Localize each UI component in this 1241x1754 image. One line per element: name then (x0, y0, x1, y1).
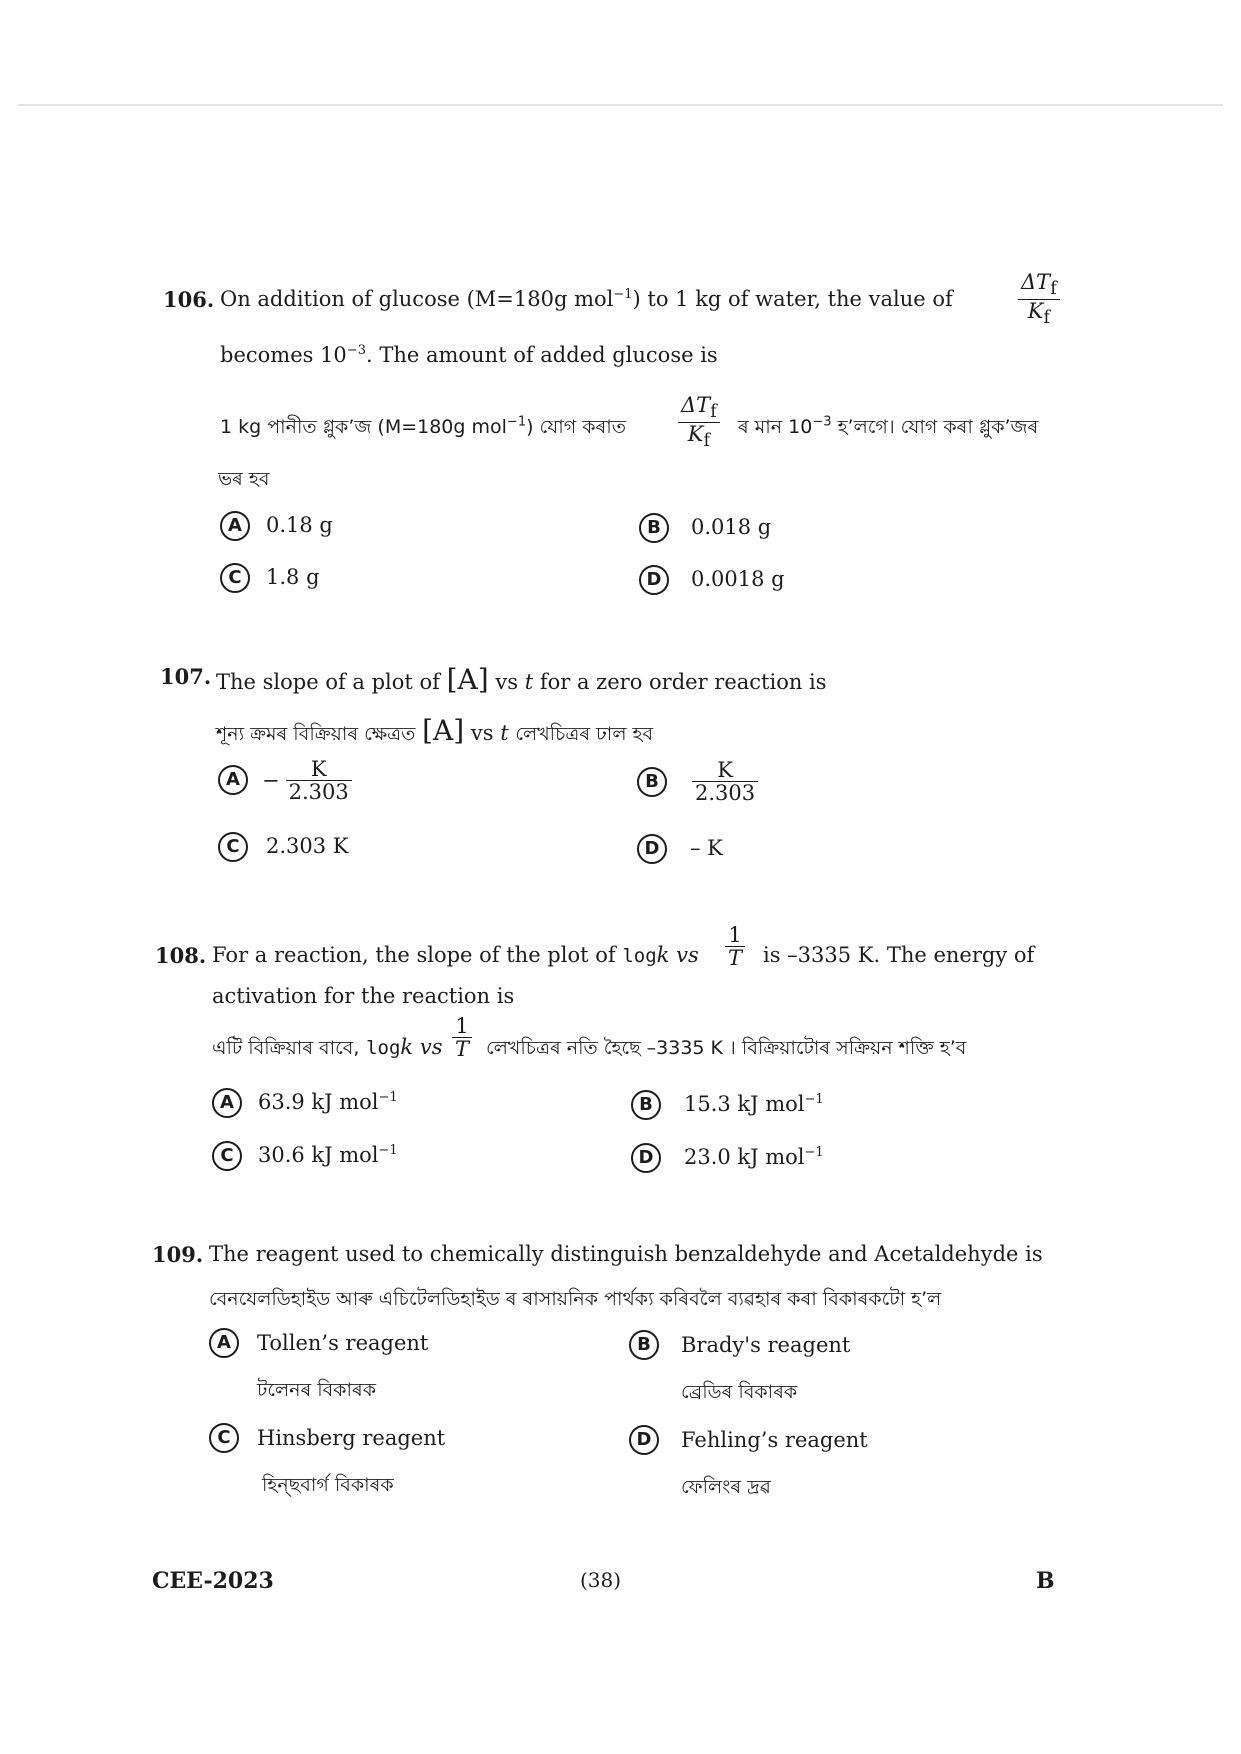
option-a-marker[interactable]: A (212, 1088, 242, 1118)
question-number: 107. (160, 664, 212, 689)
option-a-text: − $\frac{K}{2.303}$ (262, 758, 358, 803)
option-d-marker[interactable]: D (637, 834, 667, 864)
option-b-text: 0.018 g (691, 515, 772, 539)
option-d-text: 23.0 kJ mol$^{-1}$ (684, 1145, 824, 1169)
option-a-text: Tollen’s reagent (257, 1331, 429, 1355)
question-text-as: 1 kg পানীত গ্লুক’জ (M=180g mol$^{-1}$) যোগ কৰাত (220, 414, 626, 438)
option-c-marker[interactable]: C (212, 1141, 242, 1171)
option-c-text-as: হিন্‌ছবাৰ্গ বিকাৰক (262, 1474, 394, 1496)
option-b-text: 15.3 kJ mol$^{-1}$ (684, 1092, 824, 1116)
top-rule (18, 104, 1223, 106)
option-b-marker[interactable]: B (629, 1330, 659, 1360)
option-c-text: Hinsberg reagent (257, 1426, 446, 1450)
question-number: 109. (152, 1242, 204, 1267)
option-a-marker[interactable]: A (218, 765, 248, 795)
fraction-delta-tf-over-kf: $\frac{\Delta T_f}{K_f}$ (1018, 271, 1060, 327)
fraction-one-over-t: $\frac{1}{T}$ (725, 924, 745, 969)
option-c-text: 2.303 K (266, 834, 349, 858)
booklet-set: B (1036, 1568, 1055, 1594)
option-c-text: 1.8 g (266, 565, 320, 589)
question-text-en: The slope of a plot of [A] vs t for a zero order reaction is (216, 663, 827, 696)
option-a-marker[interactable]: A (209, 1328, 239, 1358)
option-d-text: – K (690, 836, 723, 860)
option-d-marker[interactable]: D (631, 1143, 661, 1173)
option-a-text: 63.9 kJ mol$^{-1}$ (258, 1090, 398, 1114)
option-d-text: Fehling’s reagent (681, 1428, 868, 1452)
question-text-as: এটি বিক্ৰিয়াৰ বাবে, logk vs (212, 1035, 443, 1059)
option-d-text: 0.0018 g (691, 567, 785, 591)
option-d-marker[interactable]: D (629, 1425, 659, 1455)
question-text-en: On addition of glucose (M=180g mol$^{-1}$) to 1 kg of water, the value of (220, 287, 953, 311)
question-text-en-line2: becomes $10^{-3}$. The amount of added glucose is (220, 343, 718, 367)
option-a-text: 0.18 g (266, 513, 333, 537)
question-text-as-line2: ভৰ হব (218, 468, 270, 490)
option-c-text: 30.6 kJ mol$^{-1}$ (258, 1143, 398, 1167)
option-c-marker[interactable]: C (218, 832, 248, 862)
question-number: 106. (163, 287, 215, 312)
fraction-one-over-t-as: $\frac{1}{T}$ (452, 1015, 472, 1060)
option-a-text-as: টলেনৰ বিকাৰক (257, 1379, 377, 1401)
question-text-en-cont: is –3335 K. The energy of (763, 943, 1035, 967)
option-c-marker[interactable]: C (220, 563, 250, 593)
question-text-as-cont: ৰ মান $10^{-3}$ হ’লগে। যোগ কৰা গ্লুক’জৰ (738, 414, 1039, 438)
option-b-marker[interactable]: B (631, 1090, 661, 1120)
question-text-as: বেনযেলডিহাইড আৰু এচিটেলডিহাইড ৰ ৰাসায়নিক পাৰ্থক্য কৰিবলৈ ব্যৱহাৰ কৰা বিকাৰকটো হ’ল (209, 1288, 942, 1310)
question-text-en: For a reaction, the slope of the plot of logk vs (212, 943, 699, 967)
option-b-text-as: ব্ৰেডিৰ বিকাৰক (681, 1381, 798, 1403)
option-b-marker[interactable]: B (637, 767, 667, 797)
exam-code: CEE-2023 (152, 1568, 274, 1594)
question-text-as: শূন্য ক্ৰমৰ বিক্ৰিয়াৰ ক্ষেত্ৰত [A] vs t লেখচিত্ৰৰ ঢাল হব (216, 714, 654, 747)
fraction-delta-tf-over-kf-as: $\frac{\Delta T_f}{K_f}$ (678, 394, 720, 450)
page-number: (38) (580, 1568, 622, 1592)
option-b-text: $\frac{K}{2.303}$ (686, 759, 764, 804)
question-text-en: The reagent used to chemically distinguish benzaldehyde and Acetaldehyde is (209, 1242, 1043, 1266)
option-c-marker[interactable]: C (209, 1423, 239, 1453)
question-text-as-cont: লেখচিত্ৰৰ নতি হৈছে –3335 K । বিক্ৰিয়াটোৰ সক্ৰিয়ন শক্তি হ’ব (486, 1037, 967, 1059)
option-a-marker[interactable]: A (220, 511, 250, 541)
option-b-marker[interactable]: B (639, 513, 669, 543)
option-d-marker[interactable]: D (639, 565, 669, 595)
option-b-text: Brady's reagent (681, 1333, 851, 1357)
option-d-text-as: ফেলিংৰ দ্ৰৱ (681, 1476, 771, 1498)
question-number: 108. (155, 943, 207, 968)
question-text-en-line2: activation for the reaction is (212, 984, 515, 1008)
